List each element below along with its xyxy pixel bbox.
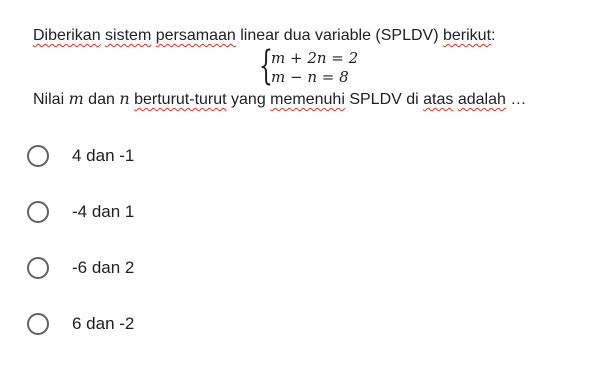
answer-options (27, 141, 134, 365)
text-segment: SPLDV di (344, 91, 424, 108)
text-segment: … (505, 91, 527, 108)
spellcheck-word: adalah (457, 91, 506, 108)
question-line-1 (33, 26, 588, 46)
text-segment: dan (83, 91, 120, 108)
option-label[interactable]: 4 dan -1 (72, 146, 135, 165)
option-b[interactable] (27, 197, 134, 227)
question-text (33, 26, 588, 110)
spellcheck-word: berturut-turut (134, 91, 227, 108)
spellcheck-word: sistem (105, 27, 152, 44)
text-segment: linear dua variable (SPLDV) (235, 27, 443, 44)
radio-button[interactable] (27, 201, 49, 223)
radio-button[interactable] (27, 257, 49, 279)
brace-symbol: { (259, 43, 273, 89)
spellcheck-word: berikut (443, 27, 492, 44)
text-segment: yang (226, 91, 271, 108)
equation-1: m + 2n = 2 (271, 49, 359, 67)
option-label[interactable]: -4 dan 1 (72, 202, 135, 221)
option-c[interactable] (27, 253, 134, 283)
variable-n: n (119, 89, 130, 108)
spellcheck-word: Diberikan (33, 27, 101, 44)
equation-2: m − n = 8 (271, 68, 349, 86)
option-label[interactable]: -6 dan 2 (72, 258, 135, 277)
spellcheck-word: atas (423, 91, 454, 108)
variable-m: m (68, 89, 84, 108)
text-segment: : (491, 27, 496, 44)
question-line-2 (33, 89, 588, 110)
radio-button[interactable] (27, 145, 49, 167)
radio-button[interactable] (27, 313, 49, 335)
option-a[interactable] (27, 141, 134, 171)
option-d[interactable] (27, 309, 134, 339)
equation-system (259, 43, 588, 89)
option-label[interactable]: 6 dan -2 (72, 314, 135, 333)
spellcheck-word: memenuhi (270, 91, 345, 108)
spellcheck-word: persamaan (155, 27, 236, 44)
text-segment: Nilai (33, 91, 69, 108)
